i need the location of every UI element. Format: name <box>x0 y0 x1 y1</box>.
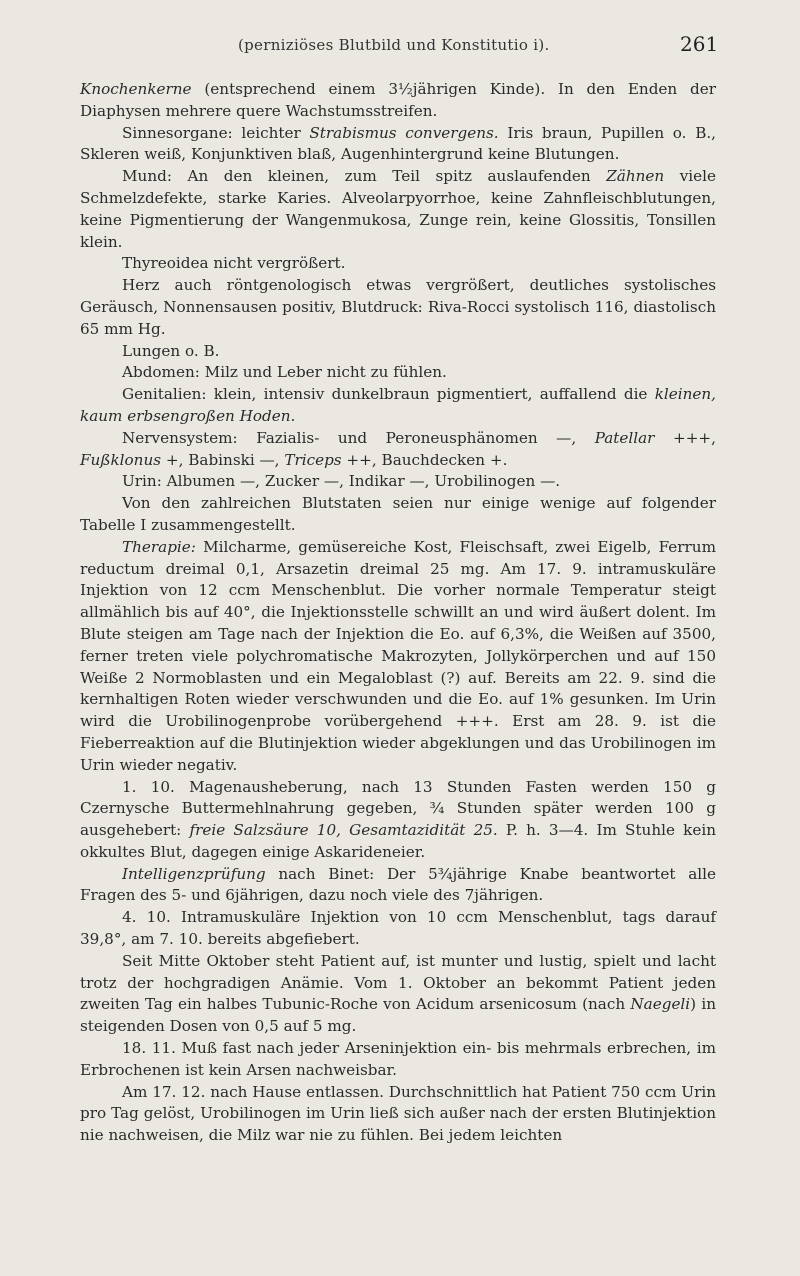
paragraph <box>80 864 716 908</box>
paragraph <box>80 951 716 1038</box>
text-run: +, Babinski —, <box>161 450 285 469</box>
text-run: (entsprechend einem 3½jährigen Kinde). In den Enden der Diaphysen mehrere quere Wachstumsstreifen. <box>80 80 716 120</box>
text-run: Am 17. 12. nach Hause entlassen. Durchschnittlich hat Patient 750 ccm Urin pro Tag gelöst, Urobilinogen im Urin ließ sich außer nach der ersten Blutinjektion nie nachweisen, die Milz war nie zu fühlen. Bei jedem leichten <box>80 1082 716 1145</box>
paragraph <box>80 1082 716 1147</box>
italic-run: Naegeli <box>630 995 691 1014</box>
paragraph <box>80 384 716 428</box>
paragraph <box>80 253 716 275</box>
page-header <box>0 32 800 60</box>
text-run: ) in steigenden Dosen von 0,5 auf 5 mg. <box>80 995 716 1036</box>
italic-run: Patellar <box>594 428 655 447</box>
text-run: 1. 10. Magenausheberung, nach 13 Stunden Fasten werden 150 g Czernysche Buttermehlnahrung gegeben, ¾ Stunden später werden 100 g ausgehebert: <box>80 777 716 840</box>
italic-run: kleinen, kaum erbsengroßen Hoden. <box>80 385 716 425</box>
italic-run: Zähnen <box>606 167 665 186</box>
text-run: Thyreoidea nicht vergrößert. <box>122 254 346 273</box>
text-run: ++, Bauchdecken +. <box>341 450 508 469</box>
italic-run: Therapie: <box>122 537 196 556</box>
page-number: 261 <box>680 32 719 56</box>
text-run: Genitalien: klein, intensiv dunkelbraun pigmentiert, auffallend die <box>122 385 655 404</box>
italic-run: Strabismus convergens. <box>309 123 499 142</box>
text-run: Seit Mitte Oktober steht Patient auf, ist munter und lustig, spielt und lacht trotz der hochgradigen Anämie. Vom 1. Oktober an bekommt Patient jeden zweiten Tag ein halbes Tubunic-Roche von Acidum arsenicosum (nach <box>80 951 716 1014</box>
paragraph <box>80 1038 716 1082</box>
italic-run: Triceps <box>284 450 342 469</box>
text-run: +++, <box>654 428 716 447</box>
text-run: Von den zahlreichen Blutstaten seien nur einige wenige auf folgender Tabelle I zusammengestellt. <box>80 494 716 534</box>
paragraph <box>80 123 716 167</box>
paragraph <box>80 362 716 384</box>
text-run: nach Binet: Der 5¾jährige Knabe beantwortet alle Fragen des 5- und 6jährigen, dazu noch viele des 7jährigen. <box>80 864 716 905</box>
paragraph <box>80 493 716 537</box>
text-run: P. h. 3—4. Im Stuhle kein okkultes Blut, dagegen einige Askarideneier. <box>80 821 716 861</box>
italic-run: freie Salzsäure 10, Gesamtazidität 25. <box>189 821 498 840</box>
paragraph <box>80 275 716 340</box>
italic-run: Intelligenzprüfung <box>122 864 266 883</box>
text-run: viele Schmelzdefekte, starke Karies. Alveolarpyorrhoe, keine Zahnfleischblutungen, keine Pigmentierung der Wangenmukosa, Zunge rein, keine Glossitis, Tonsillen klein. <box>80 167 716 251</box>
paragraph <box>80 907 716 951</box>
paragraph <box>80 341 716 363</box>
running-head: (perniziöses Blutbild und Konstitutio i). <box>238 36 550 54</box>
body-text <box>80 79 716 1147</box>
text-run: Urin: Albumen —, Zucker —, Indikar —, Urobilinogen —. <box>122 472 561 491</box>
paragraph <box>80 537 716 777</box>
paragraph <box>80 79 716 123</box>
paragraph <box>80 471 716 493</box>
italic-run: Knochenkerne <box>80 80 192 98</box>
paragraph <box>80 428 716 472</box>
text-run: Iris braun, Pupillen o. B., Skleren weiß, Konjunktiven blaß, Augenhintergrund keine Blutungen. <box>80 123 717 164</box>
text-run: Abdomen: Milz und Leber nicht zu fühlen. <box>122 363 447 382</box>
text-run: Mund: An den kleinen, zum Teil spitz auslaufenden <box>122 167 607 186</box>
text-run: Milcharme, gemüsereiche Kost, Fleischsaft, zwei Eigelb, Ferrum reductum dreimal 0,1, Arsazetin dreimal 25 mg. Am 17. 9. intramuskuläre Injektion von 12 ccm Menschenblut. Die vorher normale Temperatur steigt allmählich bis auf 40°, die Injektionsstelle schwillt an und wird äußert dolent. Im Blute steigen am Tage nach der Injektion die Eo. auf 6,3%, die Weißen auf 3500, ferner treten viele polychromatische Makrozyten, Jollykörperchen und auf 150 Weiße 2 Normoblasten und ein Megaloblast (?) auf. Bereits am 22. 9. sind die kernhaltigen Roten wieder verschwunden und die Eo. auf 1% gesunken. Im Urin wird die Urobilinogenprobe vorübergehend +++. Erst am 28. 9. ist die Fieberreaktion auf die Blutinjektion wieder abgeklungen und das Urobilinogen im Urin wieder negativ. <box>80 537 716 774</box>
text-run: Lungen o. B. <box>122 341 220 360</box>
italic-run: Fußklonus <box>80 450 162 469</box>
text-run: 18. 11. Muß fast nach jeder Arseninjektion ein- bis mehrmals erbrechen, im Erbrochenen ist kein Arsen nachweisbar. <box>80 1039 716 1079</box>
paragraph <box>80 166 716 253</box>
text-run: 4. 10. Intramuskuläre Injektion von 10 ccm Menschenblut, tags darauf 39,8°, am 7. 10. bereits abgefiebert. <box>80 908 716 949</box>
text-run: Nervensystem: Fazialis- und Peroneusphänomen —, <box>122 428 595 447</box>
paragraph <box>80 777 716 864</box>
text-run: Sinnesorgane: leichter <box>122 123 310 142</box>
text-run: Herz auch röntgenologisch etwas vergrößert, deutliches systolisches Geräusch, Nonnensausen positiv, Blutdruck: Riva-Rocci systolisch 116, diastolisch 65 mm Hg. <box>80 276 716 338</box>
